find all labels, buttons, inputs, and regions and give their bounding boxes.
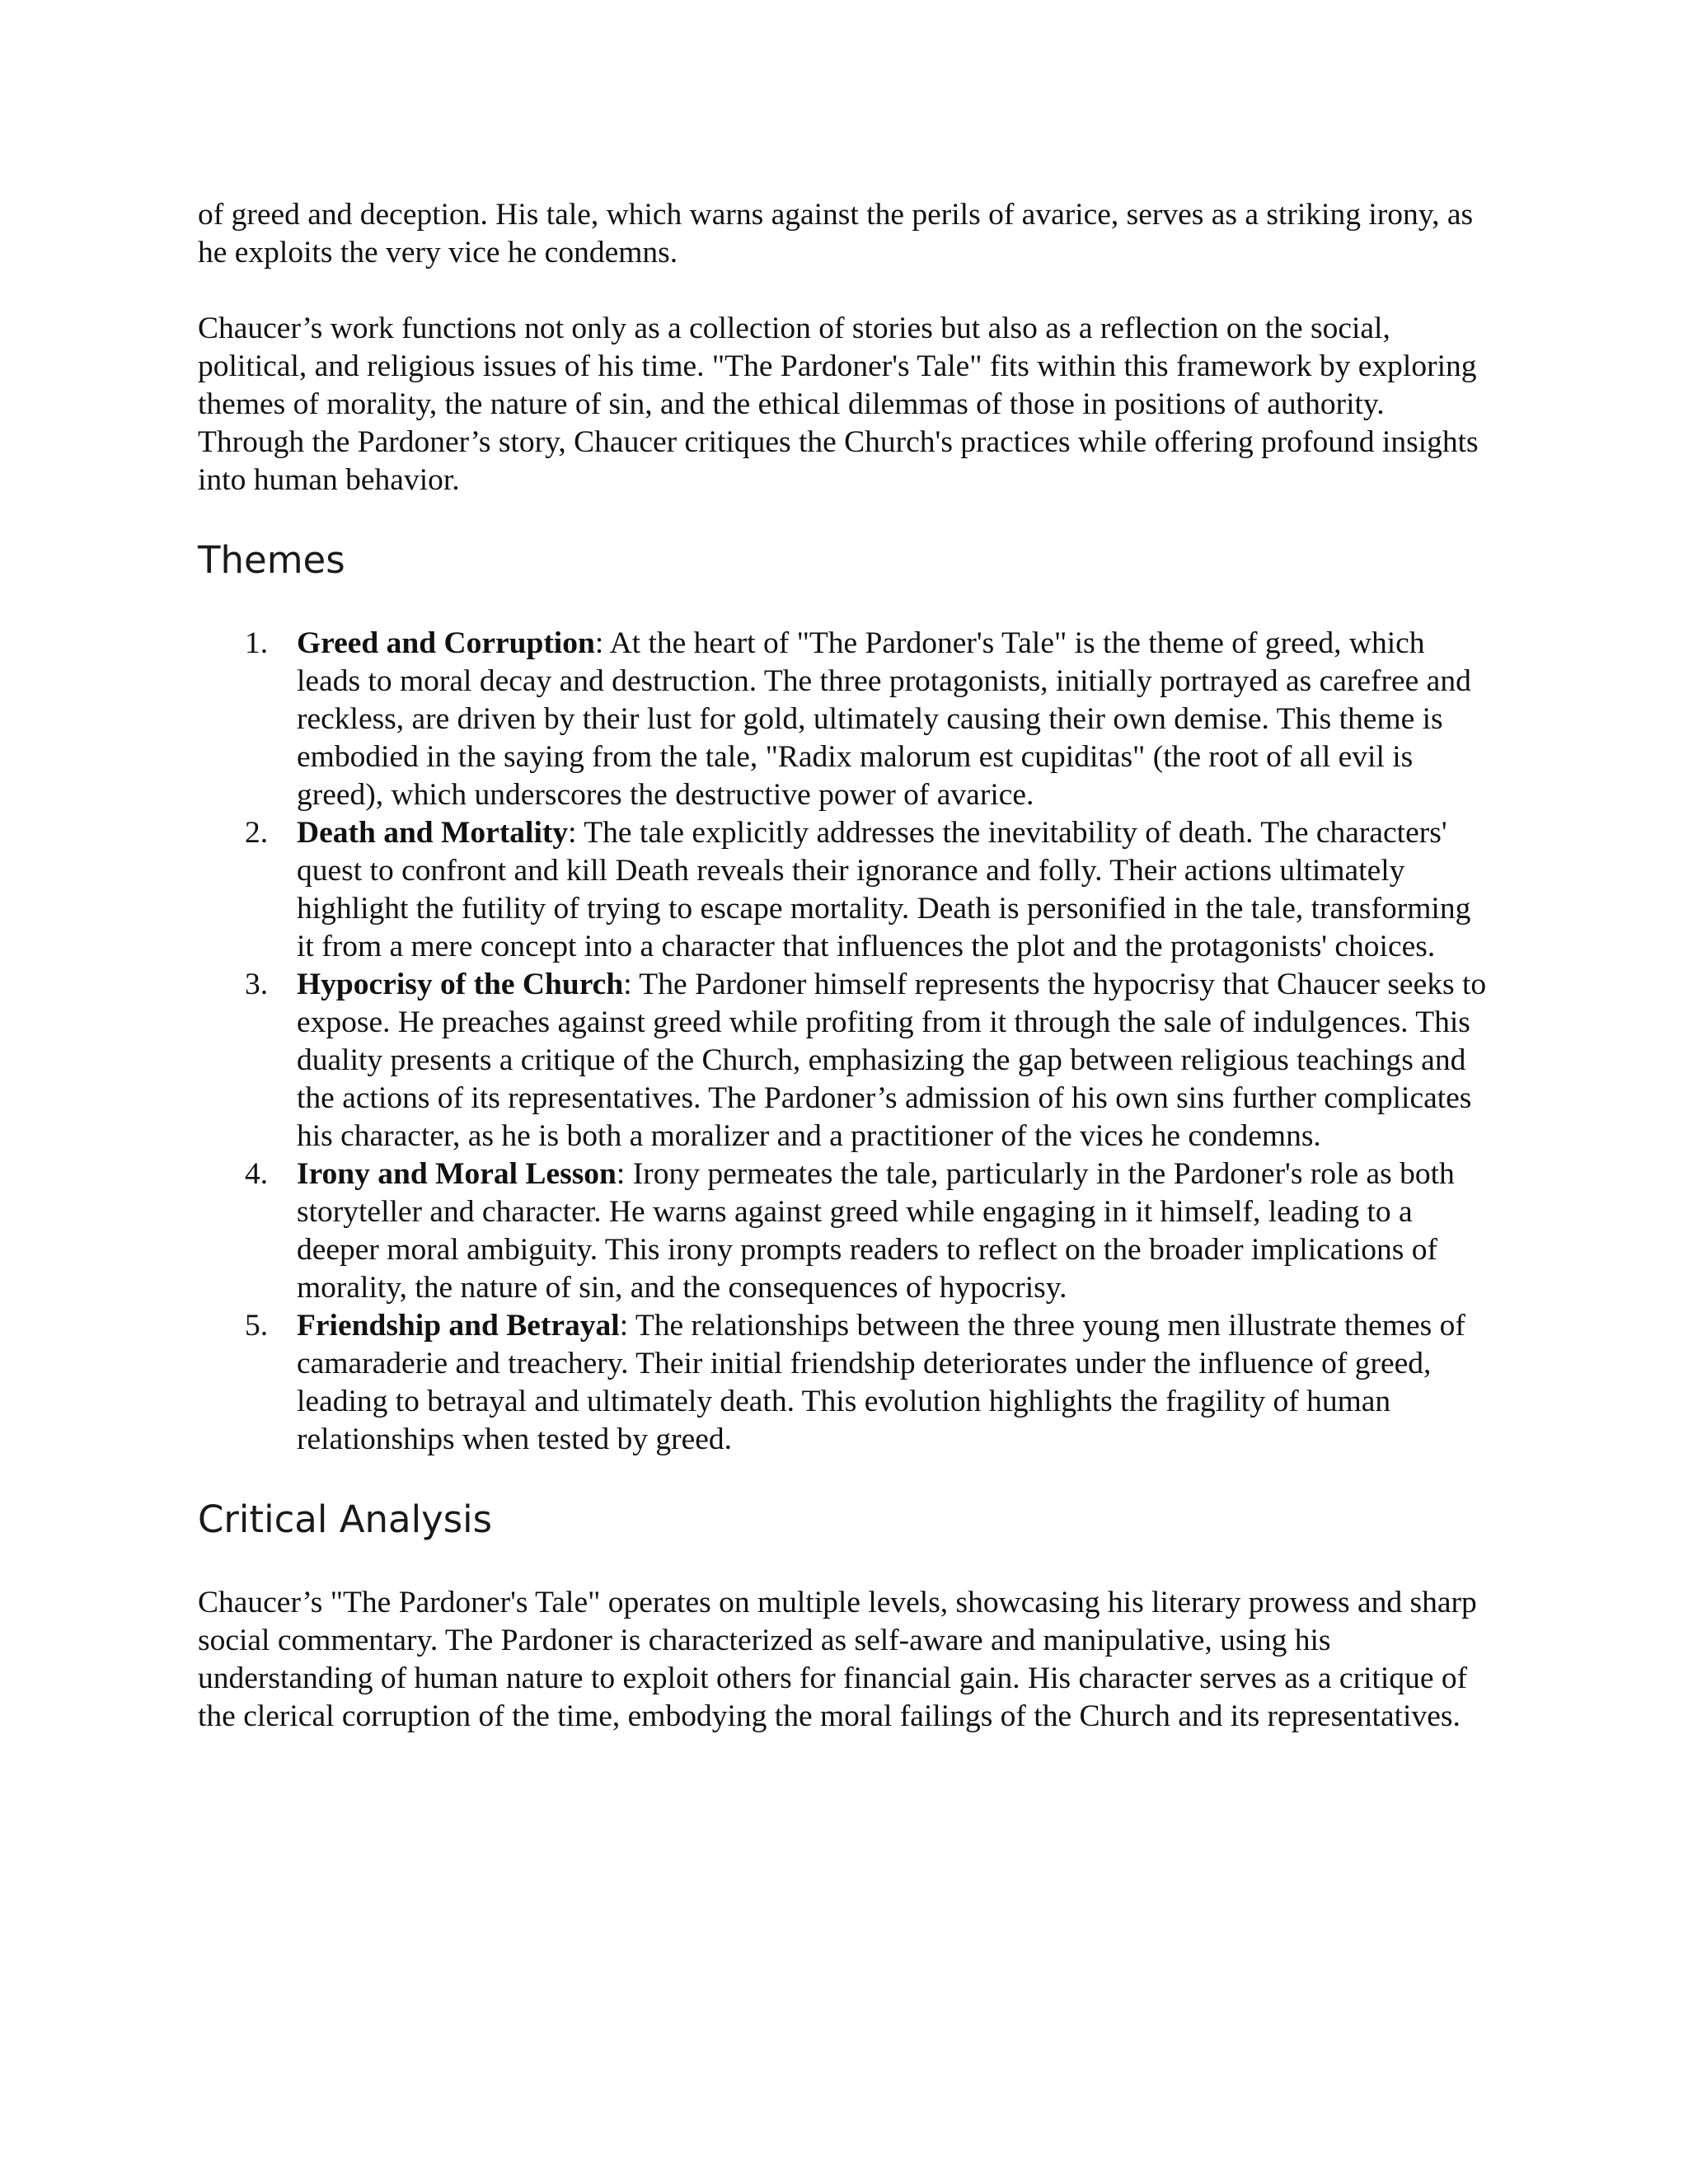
critical-analysis-paragraph: Chaucer’s "The Pardoner's Tale" operates on multiple levels, showcasing his literary prowess and sharp social commentary. The Pardoner is characterized as self-aware and manipulative, using his understanding of human nature to exploit others for financial gain. His character serves as a critique of the clerical corruption of the time, embodying the moral failings of the Church and its representatives. — [198, 1586, 1477, 1733]
theme-text: : At the heart of "The Pardoner's Tale" is the theme of greed, which leads to moral decay and destruction. The three protagonists, initially portrayed as carefree and reckless, are driven by their lust for gold, ultimately causing their own demise. This theme is embodied in the saying from the tale, "Radix malorum est cupiditas" (the root of all evil is greed), which underscores the destructive power of avarice. — [297, 626, 1471, 812]
theme-number: 4. — [245, 1157, 269, 1191]
paragraph-gap — [198, 272, 1492, 310]
theme-text: : The relationships between the three young men illustrate themes of camaraderie and treachery. Their initial friendship deteriorates under the influence of greed, leading to betrayal and ultimately death. This evolution highlights the fragility of human relationships when tested by greed. — [297, 1309, 1465, 1456]
theme-title: Hypocrisy of the Church — [297, 968, 624, 1001]
theme-text: : The Pardoner himself represents the hypocrisy that Chaucer seeks to expose. He preaches against greed while profiting from it through the sale of indulgences. This duality presents a critique of the Church, emphasizing the gap between religious teachings and the actions of its representatives. The Pardoner’s admission of his own sins further complicates his character, as he is both a moralizer and a practitioner of the vices he condemns. — [297, 968, 1487, 1153]
heading-gap — [198, 1543, 1492, 1584]
theme-number: 5. — [245, 1309, 269, 1343]
section-gap — [198, 1459, 1492, 1497]
theme-item-friendship — [198, 1307, 1492, 1459]
theme-number: 2. — [245, 816, 269, 850]
themes-list — [198, 625, 1492, 1459]
section-gap — [198, 499, 1492, 537]
theme-item-death — [198, 814, 1492, 966]
document-page — [198, 196, 1492, 1736]
intro-paragraph-2: Chaucer’s work functions not only as a collection of stories but also as a reflection on the social, political, and religious issues of his time. "The Pardoner's Tale" fits within this framework by exploring themes of morality, the nature of sin, and the ethical dilemmas of those in positions of authority. Through the Pardoner’s story, Chaucer critiques the Church's practices while offering profound insights into human behavior. — [198, 312, 1479, 497]
theme-text: : The tale explicitly addresses the inevitability of death. The characters' quest to confront and kill Death reveals their ignorance and folly. Their actions ultimately highlight the futility of trying to escape mortality. Death is personified in the tale, transforming it from a mere concept into a character that influences the plot and the protagonists' choices. — [297, 816, 1471, 963]
heading-gap — [198, 583, 1492, 625]
critical-analysis-heading: Critical Analysis — [198, 1497, 493, 1541]
theme-number: 1. — [245, 626, 269, 660]
theme-title: Greed and Corruption — [297, 626, 595, 660]
theme-text: : Irony permeates the tale, particularly in the Pardoner's role as both storyteller and character. He warns against greed while engaging in it himself, leading to a deeper moral ambiguity. This irony prompts readers to reflect on the broader implications of morality, the nature of sin, and the consequences of hypocrisy. — [297, 1157, 1455, 1305]
theme-item-hypocrisy — [198, 966, 1492, 1155]
theme-title: Friendship and Betrayal — [297, 1309, 620, 1343]
intro-paragraph-1: of greed and deception. His tale, which warns against the perils of avarice, serves as a striking irony, as he exploits the very vice he condemns. — [198, 198, 1474, 269]
theme-item-greed — [198, 625, 1492, 814]
theme-title: Death and Mortality — [297, 816, 569, 850]
theme-item-irony — [198, 1155, 1492, 1307]
theme-number: 3. — [245, 968, 269, 1001]
themes-heading: Themes — [198, 538, 345, 582]
theme-title: Irony and Moral Lesson — [297, 1157, 617, 1191]
